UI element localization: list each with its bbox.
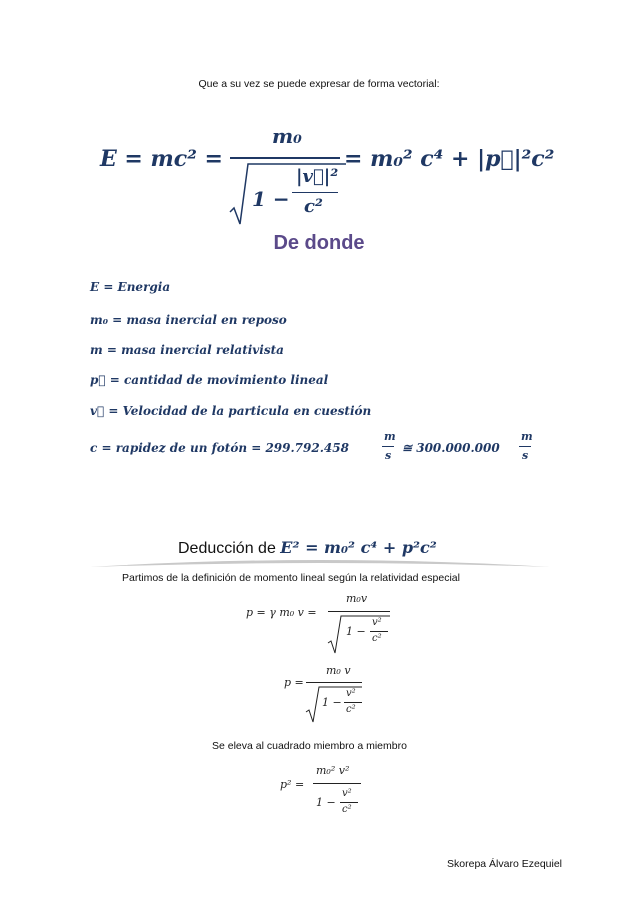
denominator-inner-numerator: |v⃗|² <box>296 166 339 187</box>
equation-rhs: = m₀² c⁴ + |p⃗|²c² <box>344 146 555 172</box>
eq1-den-one: 1 − <box>346 625 366 638</box>
denominator-inner-denominator: c² <box>304 196 323 217</box>
def-energy: E = Energia <box>90 280 171 294</box>
eq2-den-num: v² <box>346 688 356 699</box>
def-momentum: p⃗ = cantidad de movimiento lineal <box>90 373 329 387</box>
eq3-bar <box>313 783 361 784</box>
equation-numerator: m₀ <box>272 124 302 148</box>
eq2-den-one: 1 − <box>322 696 342 709</box>
eq3-den-num: v² <box>342 788 352 799</box>
approx-value: ≅ 300.000.000 <box>402 441 500 455</box>
eq2-den-den: c² <box>346 704 356 715</box>
equation-lhs: E = mc² = <box>100 146 223 172</box>
eq1-den-den: c² <box>372 633 382 644</box>
light-speed-text: c = rapidez de un fotón = 299.792.458 <box>90 441 349 455</box>
eq1-lhs: p = γ m₀ v = <box>246 606 317 619</box>
fraction-bar <box>230 157 340 159</box>
eq2-inner-bar <box>344 702 362 703</box>
eq3-den-one: 1 − <box>316 796 336 809</box>
def-velocity: v⃗ = Velocidad de la particula en cuestión <box>90 404 372 418</box>
eq2-numerator: m₀ v <box>326 664 351 677</box>
inner-fraction-bar <box>292 192 338 193</box>
eq3-numerator: m₀² v² <box>316 764 350 777</box>
deduction-title-prefix: Deducción de <box>178 540 281 557</box>
unit-bar <box>382 446 394 447</box>
paragraph-momentum: Partimos de la definición de momento lineal según la relatividad especial <box>122 572 460 584</box>
eq1-inner-bar <box>370 631 388 632</box>
unit-m: m <box>384 430 396 443</box>
divider-swoosh <box>90 555 550 569</box>
subtitle: De donde <box>273 232 365 254</box>
def-relativistic-mass: m = masa inercial relativista <box>90 343 284 357</box>
unit-s: s <box>385 449 392 462</box>
main-equation <box>100 120 560 230</box>
eq2-bar <box>306 682 362 683</box>
intro-text: Que a su vez se puede expresar de forma vectorial: <box>198 78 440 90</box>
paragraph-square: Se eleva al cuadrado miembro a miembro <box>212 740 407 752</box>
unit2-m: m <box>521 430 533 443</box>
eq3-inner-bar <box>340 802 358 803</box>
unit2-bar <box>519 446 531 447</box>
eq1-numerator: m₀v <box>346 592 368 605</box>
denominator-one: 1 − <box>252 187 290 211</box>
eq2-lhs: p = <box>284 676 304 689</box>
unit2-s: s <box>522 449 529 462</box>
def-rest-mass: m₀ = masa inercial en reposo <box>90 313 287 327</box>
deduction-title-formula: E² = m₀² c⁴ + p²c² <box>280 538 437 557</box>
eq3-lhs: p² = <box>280 778 305 791</box>
eq1-bar <box>328 611 390 612</box>
eq3-den-den: c² <box>342 804 352 815</box>
eq1-den-num: v² <box>372 617 382 628</box>
footer-author: Skorepa Álvaro Ezequiel <box>447 858 562 870</box>
